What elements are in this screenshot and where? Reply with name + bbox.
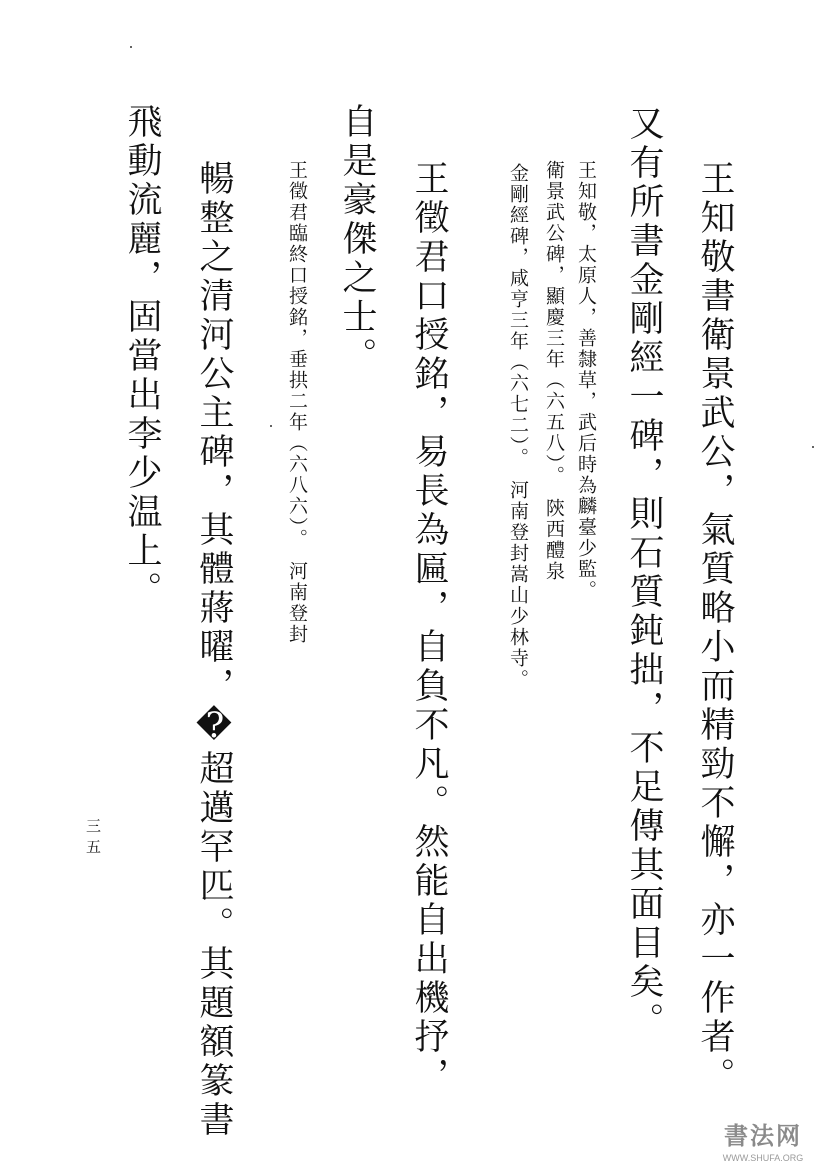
text-column-3: 王徵君口授銘，易長為匾，自負不凡。然能自出機抒， bbox=[409, 160, 449, 1096]
text-column-1: 王知敬書衛景武公，氣質略小而精勁不懈，亦一作者。 bbox=[695, 160, 735, 1096]
note-column-3: 金剛經碑，咸亨三年（六七二）。 河南登封嵩山少林寺。 bbox=[507, 163, 529, 690]
scan-speck bbox=[812, 446, 814, 448]
note-column-1: 王知敬，太原人，善隸草，武后時為麟臺少監。 bbox=[575, 160, 597, 601]
site-watermark bbox=[713, 1116, 813, 1163]
watermark-logo: 書法网 bbox=[724, 1121, 802, 1150]
watermark-url: WWW.SHUFA.ORG bbox=[722, 1153, 804, 1163]
scan-speck bbox=[270, 425, 272, 427]
page-number: 三五 bbox=[84, 818, 102, 860]
scan-speck bbox=[130, 46, 132, 48]
text-column-4: 自是豪傑之士。 bbox=[337, 103, 377, 376]
text-column-5: 暢整之清河公主碑，其體蔣曜，�超邁罕匹。其題額篆書 bbox=[194, 160, 234, 1140]
text-column-2: 又有所書金剛經一碑，則石質鈍拙，不足傳其面目矣。 bbox=[624, 105, 664, 1041]
text-column-6: 飛動流麗，固當出李少温上。 bbox=[122, 103, 162, 610]
note-column-4: 王徵君臨終口授銘，垂拱二年（六八六）。 河南登封 bbox=[286, 160, 308, 645]
note-column-2: 衛景武公碑，顯慶三年（六五八）。 陝西醴泉 bbox=[543, 160, 565, 582]
